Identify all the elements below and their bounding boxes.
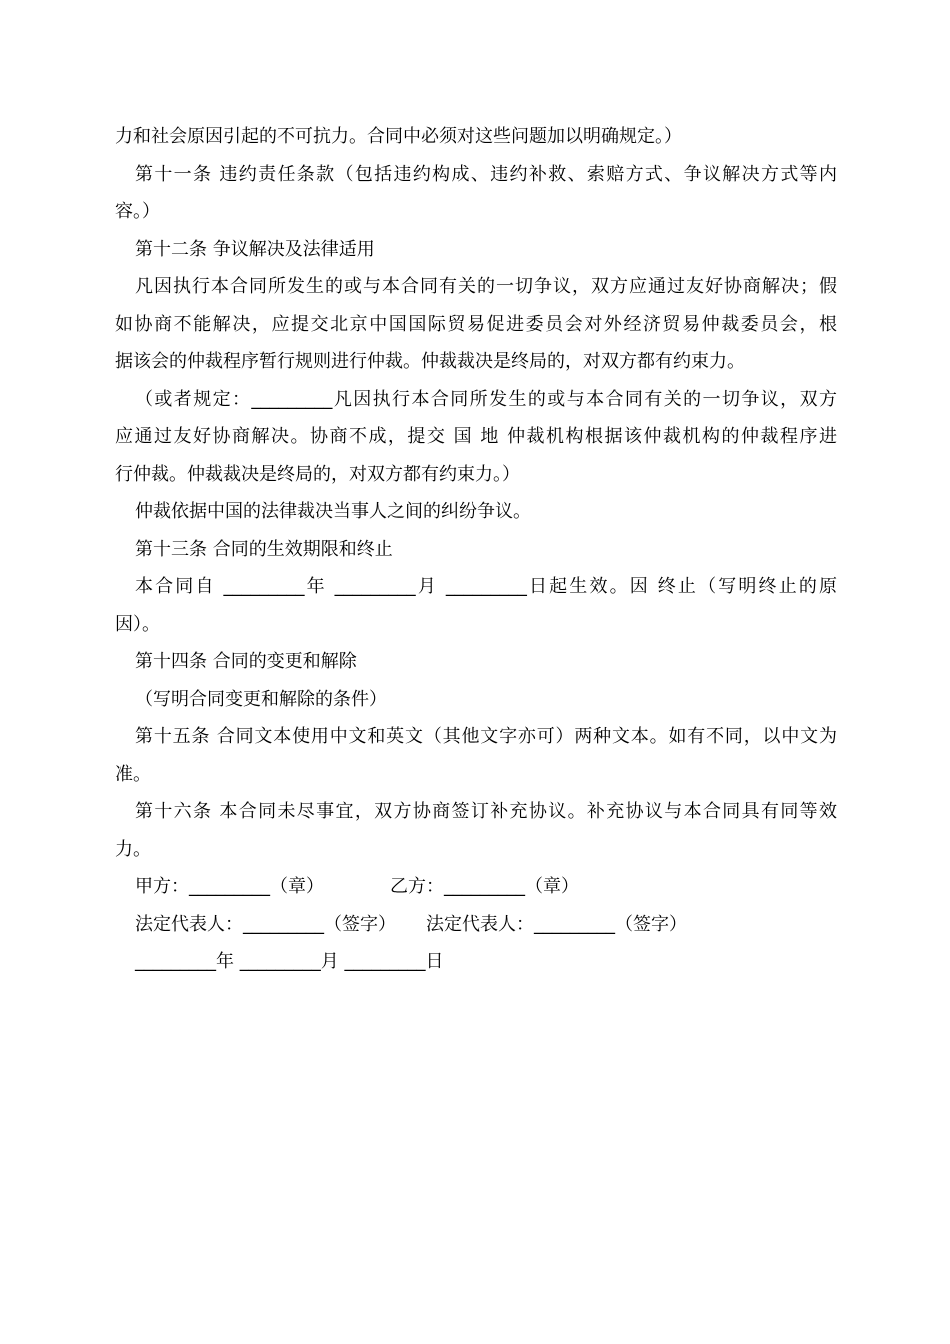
clause-11-heading: 第十一条 违约责任条款（包括违约构成、违约补救、索赔方式、争议解决方式等内 xyxy=(135,163,837,185)
clause-16-heading: 第十六条 本合同未尽事宜，双方协商签订补充协议。补充协议与本合同具有同等效 xyxy=(135,801,837,822)
rep-a-signature: 法定代表人：_________（签字） xyxy=(135,913,396,935)
text-line-6: 如协商不能解决，应提交北京中国国际贸易促进委员会对外经济贸易仲裁委员会，根 xyxy=(115,313,837,335)
document-page xyxy=(115,118,837,981)
text-line-8: （或者规定：_________凡因执行本合同所发生的或与本合同有关的一切争议，双方 xyxy=(135,388,837,410)
signature-date: _________年 _________月 _________日 xyxy=(135,951,444,972)
text-line-7: 据该会的仲裁程序暂行规则进行仲裁。仲裁裁决是终局的，对双方都有约束力。 xyxy=(115,351,745,372)
text-line-11: 仲裁依据中国的法律裁决当事人之间的纠纷争议。 xyxy=(135,501,531,522)
clause-14-heading: 第十四条 合同的变更和解除 xyxy=(135,651,357,672)
clause-12-heading: 第十二条 争议解决及法律适用 xyxy=(135,238,375,260)
text-line-3: 容。） xyxy=(115,201,160,222)
text-line-16: （写明合同变更和解除的条件） xyxy=(135,688,387,710)
signature-row-representatives xyxy=(115,906,837,944)
text-line-14: 因）。 xyxy=(115,613,160,635)
text-line-18: 准。 xyxy=(115,763,151,785)
text-line-1: 力和社会原因引起的不可抗力。合同中必须对这些问题加以明确规定。） xyxy=(115,126,682,147)
text-line-9: 应通过友好协商解决。协商不成，提交 国 地 仲裁机构根据该仲裁机构的仲裁程序进 xyxy=(115,426,837,447)
party-b-signature: 乙方：_________（章） xyxy=(390,876,579,897)
text-line-13: 本合同自 _________年 _________月 _________日起生效。因 终止（写明终止的原 xyxy=(135,576,837,597)
text-line-10: 行仲裁。仲裁裁决是终局的，对双方都有约束力。） xyxy=(115,463,520,485)
clause-15-heading: 第十五条 合同文本使用中文和英文（其他文字亦可）两种文本。如有不同，以中文为 xyxy=(135,726,837,747)
clause-13-heading: 第十三条 合同的生效期限和终止 xyxy=(135,538,393,560)
signature-row-parties xyxy=(115,868,837,906)
rep-b-signature: 法定代表人：_________（签字） xyxy=(426,913,687,935)
text-line-5: 凡因执行本合同所发生的或与本合同有关的一切争议，双方应通过友好协商解决；假 xyxy=(135,276,837,297)
text-line-20: 力。 xyxy=(115,838,151,860)
party-a-signature: 甲方：_________（章） xyxy=(135,876,324,897)
